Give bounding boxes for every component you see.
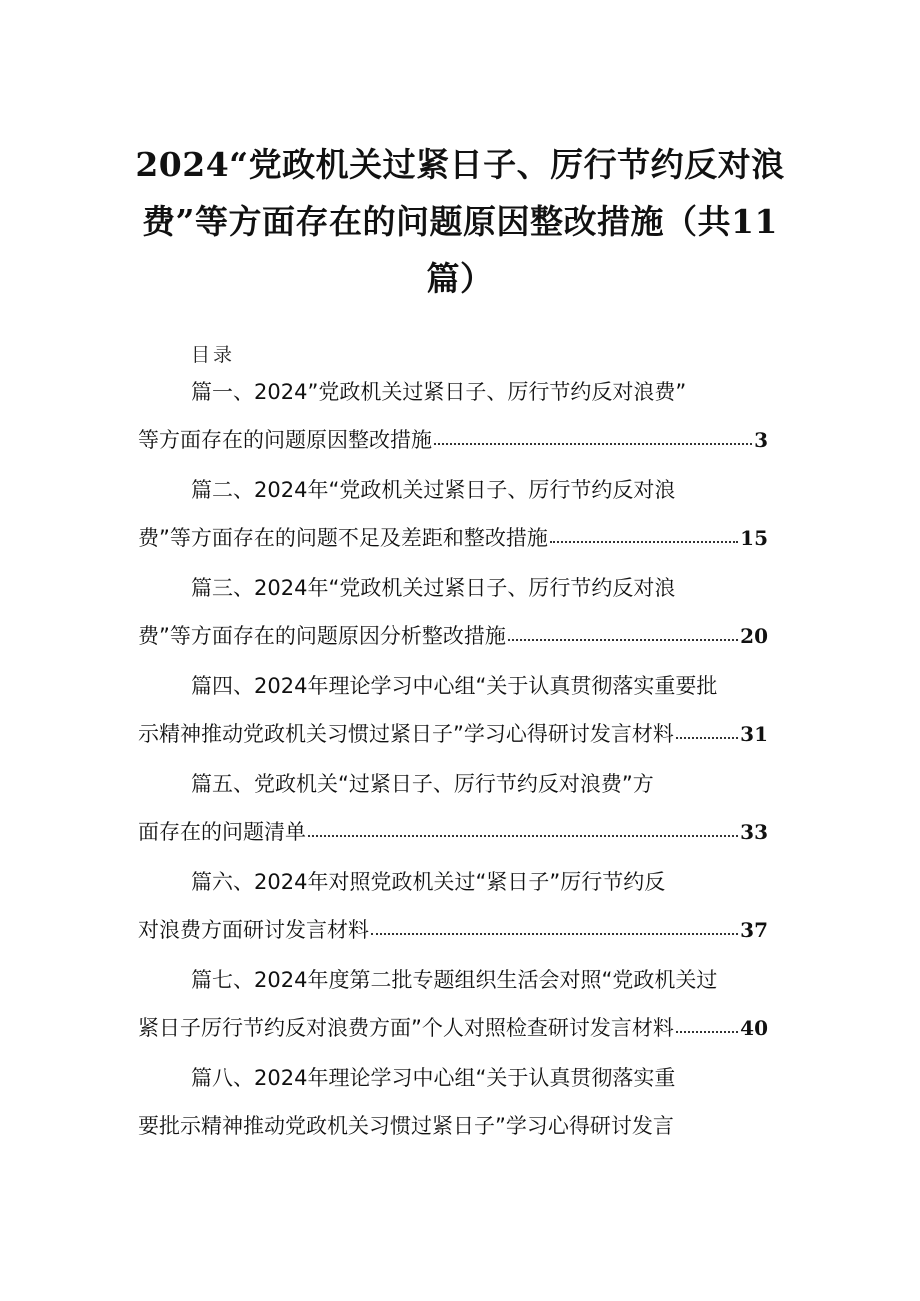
- title-line-2: 费”等方面存在的问题原因整改措施（共11: [142, 202, 778, 241]
- toc-entry-title-cont: 示精神推动党政机关习惯过紧日子”学习心得研讨发言材料: [138, 722, 674, 746]
- dot-leader: [434, 443, 752, 445]
- toc-entry-title: 篇六、2024年对照党政机关过“紧日子”厉行节约反: [191, 870, 666, 894]
- toc-entry-title-cont: 对浪费方面研讨发言材料: [138, 918, 369, 942]
- toc-entry-title-cont: 面存在的问题清单: [138, 820, 306, 844]
- toc-entry-title: 篇八、2024年理论学习中心组“关于认真贯彻落实重: [191, 1066, 676, 1090]
- toc-entry-continuation: [138, 619, 768, 653]
- toc-page-number: 15: [740, 526, 768, 550]
- dot-leader: [676, 737, 738, 739]
- toc-page-number: 40: [740, 1016, 768, 1040]
- toc-entry-title-cont: 费”等方面存在的问题不足及差距和整改措施: [138, 526, 548, 550]
- toc-entry-title: 篇四、2024年理论学习中心组“关于认真贯彻落实重要批: [191, 674, 718, 698]
- toc-page-number: 37: [740, 918, 768, 942]
- toc-heading: 目录: [191, 344, 236, 366]
- toc-page-number: 20: [740, 624, 768, 648]
- toc-entry-title-cont: 紧日子厉行节约反对浪费方面”个人对照检查研讨发言材料: [138, 1016, 674, 1040]
- toc-page-number: 33: [740, 820, 768, 844]
- title-line-3: 篇）: [426, 259, 494, 298]
- toc-entry-title-cont: 等方面存在的问题原因整改措施: [138, 428, 432, 452]
- toc-entry-continuation: [138, 1011, 768, 1045]
- toc-entry-title: 篇七、2024年度第二批专题组织生活会对照“党政机关过: [191, 968, 718, 992]
- toc-entry-continuation: [138, 1109, 768, 1143]
- toc-entry-continuation: [138, 815, 768, 849]
- toc-entry-continuation: [138, 423, 768, 457]
- dot-leader: [550, 541, 738, 543]
- title-line-1: 2024“党政机关过紧日子、厉行节约反对浪: [135, 145, 785, 184]
- toc-entry-title-cont: 要批示精神推动党政机关习惯过紧日子”学习心得研讨发言: [138, 1114, 674, 1138]
- dot-leader: [308, 835, 738, 837]
- document-title: [128, 136, 792, 307]
- dot-leader: [508, 639, 738, 641]
- toc-entry-title: 篇三、2024年“党政机关过紧日子、厉行节约反对浪: [191, 576, 676, 600]
- dot-leader: [676, 1031, 738, 1033]
- toc-entry-continuation: [138, 521, 768, 555]
- toc-entry-title: 篇二、2024年“党政机关过紧日子、厉行节约反对浪: [191, 478, 676, 502]
- toc-entry-continuation: [138, 913, 768, 947]
- toc-entry-title: 篇一、2024”党政机关过紧日子、厉行节约反对浪费”: [191, 380, 687, 404]
- toc-page-number: 31: [740, 722, 768, 746]
- toc-page-number: 3: [754, 428, 768, 452]
- dot-leader: [371, 933, 738, 935]
- toc-entry-title: 篇五、党政机关“过紧日子、厉行节约反对浪费”方: [191, 772, 654, 796]
- toc-entry-continuation: [138, 717, 768, 751]
- toc-entry-title-cont: 费”等方面存在的问题原因分析整改措施: [138, 624, 506, 648]
